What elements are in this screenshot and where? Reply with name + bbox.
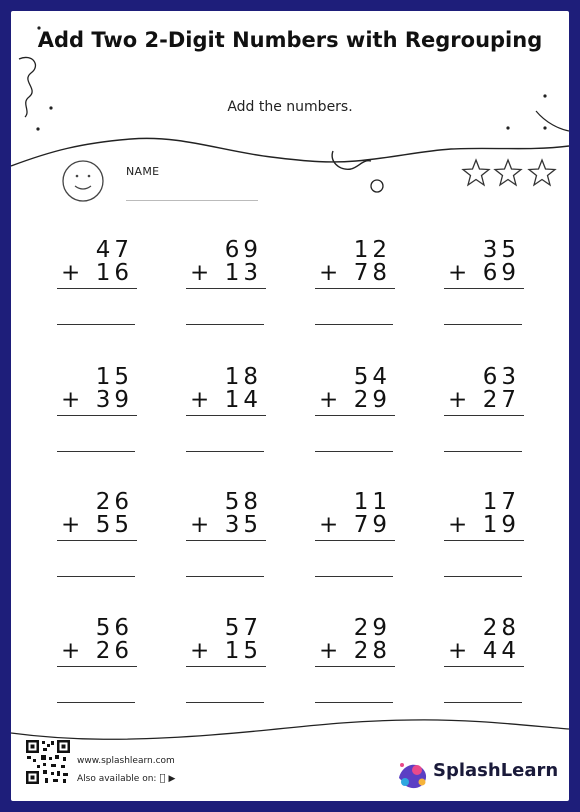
qr-code-icon xyxy=(25,739,71,785)
problem-12 xyxy=(444,488,526,588)
problem-7 xyxy=(315,363,397,463)
sum-rule xyxy=(186,415,266,416)
name-label: NAME xyxy=(126,165,160,178)
plus-sign: + xyxy=(190,260,210,286)
sum-rule xyxy=(315,540,395,541)
addend-bottom: 15 xyxy=(224,638,262,664)
problem-8 xyxy=(444,363,526,463)
sum-rule xyxy=(444,540,524,541)
sum-rule xyxy=(186,666,266,667)
answer-blank[interactable] xyxy=(444,324,522,325)
answer-blank[interactable] xyxy=(57,324,135,325)
addend-top: 63 xyxy=(482,364,520,390)
answer-blank[interactable] xyxy=(186,324,264,325)
addend-bottom: 28 xyxy=(353,638,391,664)
addend-bottom: 55 xyxy=(95,512,133,538)
sum-rule xyxy=(57,666,137,667)
sum-rule xyxy=(57,415,137,416)
sum-rule xyxy=(315,288,395,289)
answer-blank[interactable] xyxy=(57,702,135,703)
addend-top: 28 xyxy=(482,615,520,641)
problem-2 xyxy=(186,236,268,336)
plus-sign: + xyxy=(319,387,339,413)
sum-rule xyxy=(186,540,266,541)
problem-4 xyxy=(444,236,526,336)
addend-top: 17 xyxy=(482,489,520,515)
problem-9 xyxy=(57,488,139,588)
sum-rule xyxy=(444,288,524,289)
problem-3 xyxy=(315,236,397,336)
sum-rule xyxy=(315,415,395,416)
plus-sign: + xyxy=(448,638,468,664)
play-store-icon[interactable]: ▶ xyxy=(165,774,173,784)
addend-bottom: 19 xyxy=(482,512,520,538)
addend-bottom: 26 xyxy=(95,638,133,664)
addend-top: 12 xyxy=(353,237,391,263)
addend-top: 47 xyxy=(95,237,133,263)
addend-bottom: 35 xyxy=(224,512,262,538)
addend-top: 69 xyxy=(224,237,262,263)
addend-top: 18 xyxy=(224,364,262,390)
addend-bottom: 16 xyxy=(95,260,133,286)
addend-top: 56 xyxy=(95,615,133,641)
splashlearn-logo-icon xyxy=(395,758,431,792)
problem-11 xyxy=(315,488,397,588)
addend-bottom: 78 xyxy=(353,260,391,286)
sum-rule xyxy=(444,666,524,667)
problem-6 xyxy=(186,363,268,463)
problem-10 xyxy=(186,488,268,588)
answer-blank[interactable] xyxy=(186,702,264,703)
problems-grid xyxy=(11,11,569,801)
answer-blank[interactable] xyxy=(186,576,264,577)
addend-top: 15 xyxy=(95,364,133,390)
addend-top: 11 xyxy=(353,489,391,515)
plus-sign: + xyxy=(190,638,210,664)
answer-blank[interactable] xyxy=(186,451,264,452)
addend-top: 29 xyxy=(353,615,391,641)
addend-top: 58 xyxy=(224,489,262,515)
footer-wave xyxy=(11,711,569,751)
available-label: Also available on: xyxy=(77,774,157,784)
answer-blank[interactable] xyxy=(315,451,393,452)
addend-bottom: 27 xyxy=(482,387,520,413)
answer-blank[interactable] xyxy=(444,576,522,577)
answer-blank[interactable] xyxy=(444,451,522,452)
plus-sign: + xyxy=(448,387,468,413)
addend-top: 57 xyxy=(224,615,262,641)
answer-blank[interactable] xyxy=(315,702,393,703)
sum-rule xyxy=(186,288,266,289)
answer-blank[interactable] xyxy=(57,576,135,577)
available-on-text xyxy=(77,773,175,784)
worksheet-page xyxy=(11,11,569,801)
plus-sign: + xyxy=(448,260,468,286)
plus-sign: + xyxy=(448,512,468,538)
sum-rule xyxy=(57,288,137,289)
addend-top: 54 xyxy=(353,364,391,390)
plus-sign: + xyxy=(319,512,339,538)
problem-16 xyxy=(444,614,526,714)
addend-bottom: 79 xyxy=(353,512,391,538)
addend-bottom: 13 xyxy=(224,260,262,286)
problem-13 xyxy=(57,614,139,714)
addend-bottom: 44 xyxy=(482,638,520,664)
sum-rule xyxy=(444,415,524,416)
plus-sign: + xyxy=(61,387,81,413)
addend-bottom: 29 xyxy=(353,387,391,413)
answer-blank[interactable] xyxy=(57,451,135,452)
instruction-text: Add the numbers. xyxy=(227,99,353,115)
plus-sign: + xyxy=(190,512,210,538)
apple-icon[interactable] xyxy=(159,773,163,784)
problem-1 xyxy=(57,236,139,336)
addend-bottom: 14 xyxy=(224,387,262,413)
plus-sign: + xyxy=(190,387,210,413)
plus-sign: + xyxy=(319,638,339,664)
plus-sign: + xyxy=(319,260,339,286)
plus-sign: + xyxy=(61,638,81,664)
problem-14 xyxy=(186,614,268,714)
website-link[interactable]: www.splashlearn.com xyxy=(77,756,175,766)
addend-bottom: 69 xyxy=(482,260,520,286)
problem-5 xyxy=(57,363,139,463)
sum-rule xyxy=(315,666,395,667)
brand-name: SplashLearn xyxy=(433,760,559,781)
addend-bottom: 39 xyxy=(95,387,133,413)
plus-sign: + xyxy=(61,512,81,538)
sum-rule xyxy=(57,540,137,541)
problem-15 xyxy=(315,614,397,714)
answer-blank[interactable] xyxy=(315,576,393,577)
answer-blank[interactable] xyxy=(315,324,393,325)
plus-sign: + xyxy=(61,260,81,286)
answer-blank[interactable] xyxy=(444,702,522,703)
addend-top: 35 xyxy=(482,237,520,263)
worksheet-title: Add Two 2-Digit Numbers with Regrouping xyxy=(37,28,543,52)
addend-top: 26 xyxy=(95,489,133,515)
